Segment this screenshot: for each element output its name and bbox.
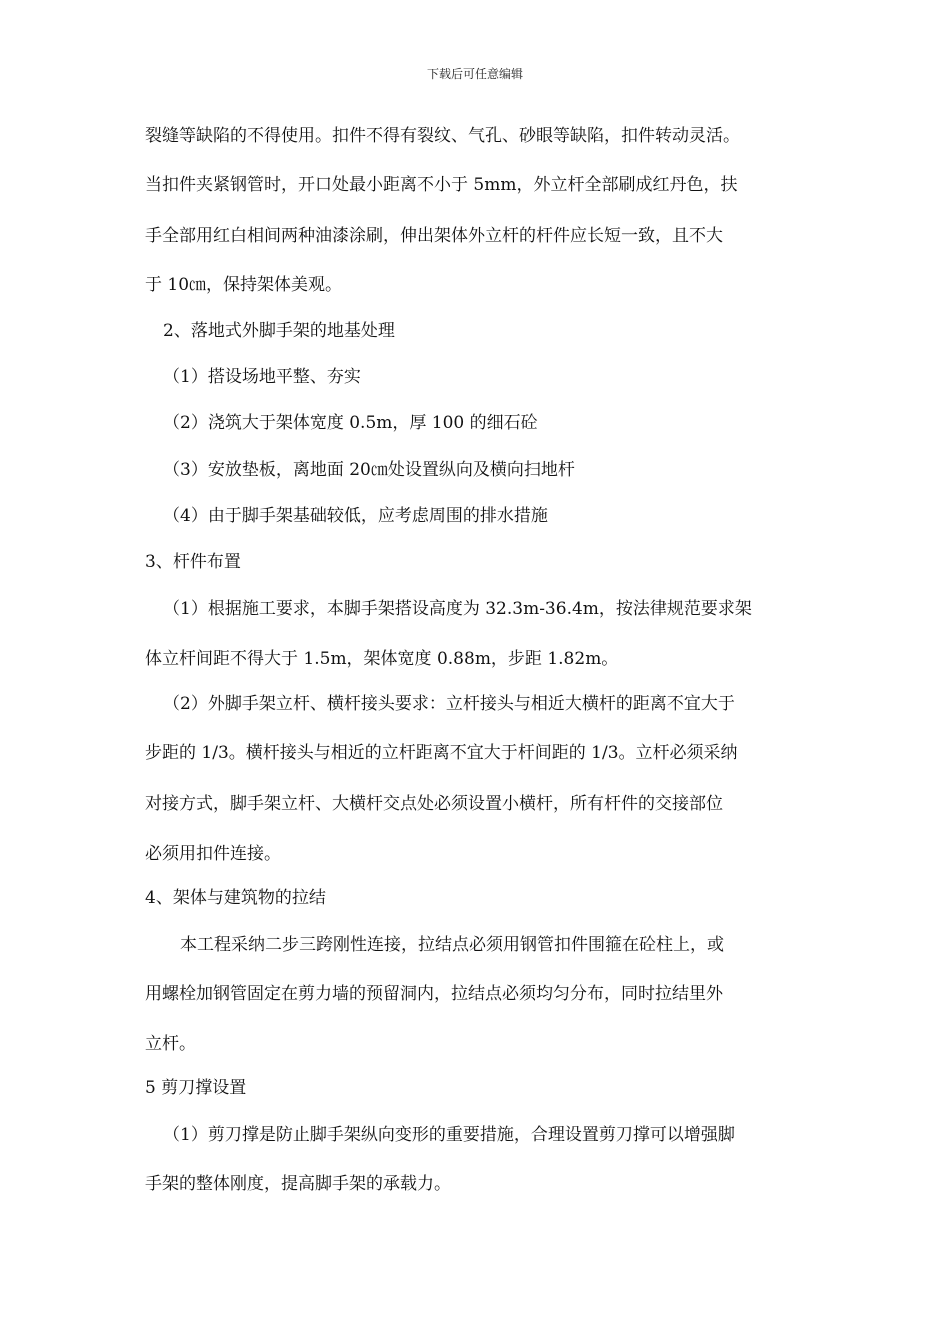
text-line: 体立杆间距不得大于 1.5m，架体宽度 0.88m，步距 1.82m。 xyxy=(145,649,619,669)
text-line: 步距的 1/3。横杆接头与相近的立杆距离不宜大于杆间距的 1/3。立杆必须采纳 xyxy=(145,743,738,763)
list-item: （2）浇筑大于架体宽度 0.5m，厚 100 的细石砼 xyxy=(163,413,538,433)
page-header: 下载后可任意编辑 xyxy=(426,67,523,81)
text-line: 必须用扣件连接。 xyxy=(145,844,281,864)
section-heading: 5 剪刀撑设置 xyxy=(145,1078,247,1098)
text-line: 对接方式，脚手架立杆、大横杆交点处必须设置小横杆，所有杆件的交接部位 xyxy=(145,794,723,814)
list-item: （2）外脚手架立杆、横杆接头要求：立杆接头与相近大横杆的距离不宜大于 xyxy=(163,694,735,714)
list-item: （4）由于脚手架基础较低，应考虑周围的排水措施 xyxy=(163,506,548,526)
section-heading: 2、落地式外脚手架的地基处理 xyxy=(163,321,395,341)
section-heading: 3、杆件布置 xyxy=(145,552,241,572)
text-line: 用螺栓加钢管固定在剪力墙的预留洞内，拉结点必须均匀分布，同时拉结里外 xyxy=(145,984,723,1004)
text-line: 立杆。 xyxy=(145,1034,196,1054)
section-heading: 4、架体与建筑物的拉结 xyxy=(145,888,326,908)
text-line: 手架的整体刚度，提高脚手架的承载力。 xyxy=(145,1174,451,1194)
list-item: （3）安放垫板，离地面 20㎝处设置纵向及横向扫地杆 xyxy=(163,460,575,480)
text-line: 手全部用红白相间两种油漆涂刷，伸出架体外立杆的杆件应长短一致，且不大 xyxy=(145,226,723,246)
text-line: 当扣件夹紧钢管时，开口处最小距离不小于 5mm，外立杆全部刷成红丹色，扶 xyxy=(145,175,738,195)
text-line: 于 10㎝，保持架体美观。 xyxy=(145,275,343,295)
text-line: 本工程采纳二步三跨刚性连接，拉结点必须用钢管扣件围箍在砼柱上，或 xyxy=(180,935,724,955)
list-item: （1）剪刀撑是防止脚手架纵向变形的重要措施，合理设置剪刀撑可以增强脚 xyxy=(163,1125,735,1145)
list-item: （1）根据施工要求，本脚手架搭设高度为 32.3m-36.4m，按法律规范要求架 xyxy=(163,599,752,619)
list-item: （1）搭设场地平整、夯实 xyxy=(163,367,361,387)
text-line: 裂缝等缺陷的不得使用。扣件不得有裂纹、气孔、砂眼等缺陷，扣件转动灵活。 xyxy=(145,126,740,146)
